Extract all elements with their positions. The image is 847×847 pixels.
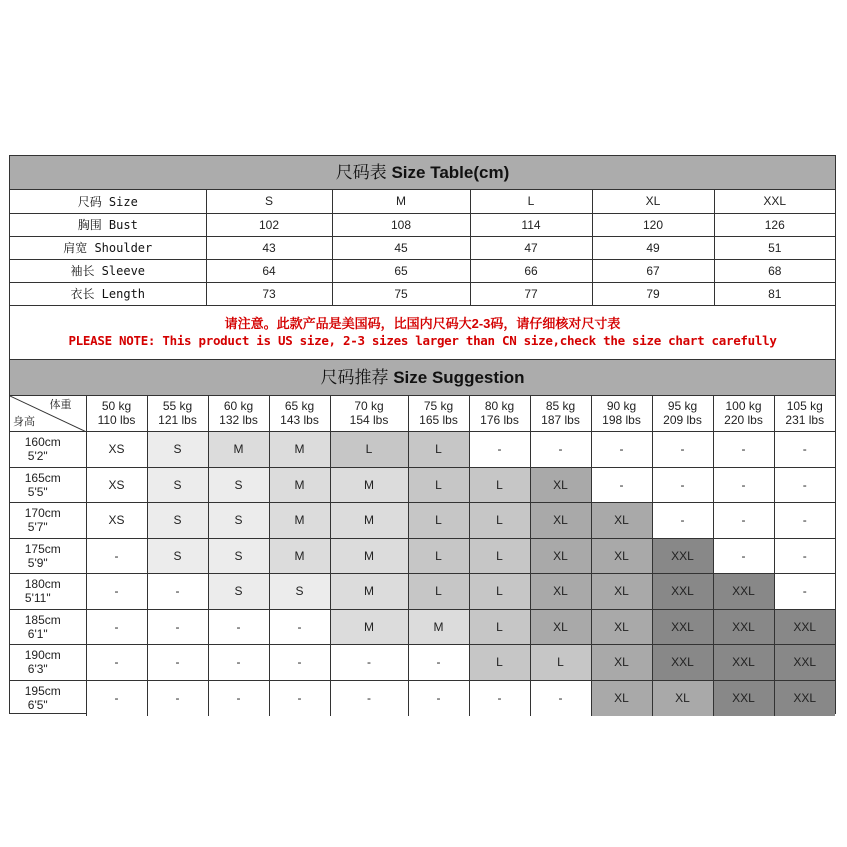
height-cm: 190cm	[24, 648, 61, 663]
suggestion-cell: S	[147, 503, 208, 539]
weight-kg: 90 kg	[606, 399, 637, 414]
weight-kg: 95 kg	[667, 399, 698, 414]
note-cn: 请注意。此款产品是美国码，比国内尺码大2-3码，请仔细核对尺寸表	[224, 315, 621, 331]
weight-header-cell	[774, 396, 835, 432]
size-table-row	[10, 213, 835, 236]
suggestion-cell: XXL	[652, 645, 713, 681]
suggestion-cell: XS	[86, 432, 147, 468]
weight-kg: 85 kg	[545, 399, 576, 414]
weight-lbs: 110 lbs	[97, 413, 136, 428]
suggestion-cell: XL	[591, 538, 652, 574]
height-cm: 175cm	[24, 541, 61, 556]
suggestion-cell: L	[469, 467, 530, 503]
suggestion-cell: XL	[591, 503, 652, 539]
suggestion-cell: M	[269, 538, 330, 574]
suggestion-cell: -	[269, 609, 330, 645]
suggestion-cell: S	[147, 467, 208, 503]
size-table-cell: 67	[592, 259, 714, 282]
weight-lbs: 209 lbs	[663, 413, 702, 428]
height-cm: 195cm	[24, 684, 61, 698]
size-table-cell: XXL	[714, 190, 835, 213]
suggestion-cell: XL	[530, 574, 591, 610]
suggestion-cell: M	[208, 432, 269, 468]
height-row	[10, 645, 835, 681]
height-cm: 165cm	[24, 470, 61, 485]
suggestion-cell: -	[774, 467, 835, 503]
height-row	[10, 538, 835, 574]
height-ft: 5'7"	[27, 520, 48, 535]
suggestion-cell: L	[408, 538, 469, 574]
size-suggestion-title-en: Size Suggestion	[393, 367, 525, 387]
size-table-cell: 64	[206, 259, 332, 282]
height-cm: 160cm	[24, 435, 61, 450]
weight-lbs: 121 lbs	[158, 413, 197, 428]
weight-lbs: 231 lbs	[785, 413, 825, 428]
size-table-cell: 65	[332, 259, 470, 282]
size-table-cell: XL	[592, 190, 714, 213]
size-table-row-label: 袖长 Sleeve	[10, 259, 206, 282]
suggestion-cell: -	[330, 680, 408, 716]
note-en: PLEASE NOTE: This product is US size, 2-3 sizes larger than CN size,check the size chart carefully	[68, 332, 777, 348]
suggestion-cell: XS	[86, 503, 147, 539]
size-suggestion-table	[10, 396, 835, 716]
weight-header-cell	[147, 396, 208, 432]
size-table-cell: 68	[714, 259, 835, 282]
size-table-row	[10, 282, 835, 305]
suggestion-cell: S	[208, 538, 269, 574]
suggestion-cell: L	[469, 538, 530, 574]
suggestion-cell: -	[469, 680, 530, 716]
weight-kg: 75 kg	[423, 399, 454, 414]
weight-lbs: 187 lbs	[541, 413, 580, 428]
suggestion-cell: M	[330, 503, 408, 539]
height-row	[10, 503, 835, 539]
height-ft: 5'9"	[27, 555, 48, 570]
suggestion-cell: -	[774, 503, 835, 539]
corner-cell	[10, 396, 86, 432]
weight-kg: 70 kg	[354, 399, 384, 414]
height-header-cell	[10, 574, 86, 610]
suggestion-cell: -	[147, 574, 208, 610]
suggestion-cell: -	[86, 645, 147, 681]
size-table-title	[10, 156, 835, 190]
suggestion-cell: -	[652, 432, 713, 468]
suggestion-cell: XXL	[652, 574, 713, 610]
suggestion-cell: L	[408, 432, 469, 468]
weight-lbs: 176 lbs	[480, 413, 519, 428]
height-header-cell	[10, 538, 86, 574]
suggestion-cell: -	[713, 432, 774, 468]
suggestion-cell: M	[269, 467, 330, 503]
suggestion-cell: XL	[530, 503, 591, 539]
size-table-cell: 79	[592, 282, 714, 305]
weight-kg: 60 kg	[223, 399, 254, 414]
suggestion-cell: M	[330, 574, 408, 610]
suggestion-cell: L	[469, 645, 530, 681]
suggestion-cell: -	[713, 538, 774, 574]
size-notes	[10, 306, 835, 360]
height-header-cell	[10, 503, 86, 539]
suggestion-cell: XL	[591, 680, 652, 716]
suggestion-cell: L	[469, 609, 530, 645]
size-table-cell: 75	[332, 282, 470, 305]
suggestion-cell: -	[269, 645, 330, 681]
suggestion-cell: -	[774, 574, 835, 610]
suggestion-cell: -	[330, 645, 408, 681]
height-row	[10, 467, 835, 503]
suggestion-cell: XXL	[713, 609, 774, 645]
size-table-cell: 51	[714, 236, 835, 259]
suggestion-cell: -	[86, 680, 147, 716]
weight-kg: 55 kg	[162, 399, 193, 414]
suggestion-cell: XXL	[713, 645, 774, 681]
suggestion-cell: -	[269, 680, 330, 716]
suggestion-cell: S	[208, 574, 269, 610]
height-header-cell	[10, 680, 86, 716]
height-ft: 6'3"	[27, 662, 48, 677]
size-table-cell: 108	[332, 213, 470, 236]
weight-header-cell	[652, 396, 713, 432]
weight-kg: 80 kg	[484, 399, 515, 414]
size-suggestion-title-cn: 尺码推荐	[320, 367, 389, 387]
weight-kg: 50 kg	[101, 399, 132, 414]
weight-kg: 100 kg	[725, 399, 762, 414]
size-table-cell: 81	[714, 282, 835, 305]
height-ft: 6'1"	[27, 626, 48, 641]
size-table-title-cn: 尺码表	[335, 163, 387, 182]
weight-header-cell	[530, 396, 591, 432]
corner-height-label: 身高	[13, 416, 35, 428]
size-chart	[9, 155, 836, 714]
size-table-row	[10, 190, 835, 213]
weight-lbs: 143 lbs	[280, 413, 319, 428]
suggestion-cell: M	[408, 609, 469, 645]
suggestion-cell: S	[208, 467, 269, 503]
suggestion-cell: L	[469, 574, 530, 610]
height-ft: 5'11"	[24, 591, 51, 606]
weight-header-row	[10, 396, 835, 432]
size-suggestion-title	[10, 360, 835, 396]
height-header-cell	[10, 609, 86, 645]
height-row	[10, 432, 835, 468]
suggestion-cell: M	[330, 467, 408, 503]
suggestion-cell: M	[269, 432, 330, 468]
size-table-cell: 114	[470, 213, 592, 236]
size-table-cell: 47	[470, 236, 592, 259]
weight-header-cell	[408, 396, 469, 432]
suggestion-cell: -	[147, 645, 208, 681]
weight-kg: 105 kg	[786, 399, 823, 414]
size-table-cell: 77	[470, 282, 592, 305]
height-ft: 6'5"	[27, 698, 48, 712]
height-header-cell	[10, 432, 86, 468]
height-cm: 180cm	[24, 577, 61, 592]
weight-lbs: 165 lbs	[419, 413, 458, 428]
suggestion-cell: L	[408, 574, 469, 610]
suggestion-cell: -	[86, 574, 147, 610]
weight-lbs: 154 lbs	[349, 413, 389, 428]
size-table-cell: S	[206, 190, 332, 213]
suggestion-cell: S	[147, 538, 208, 574]
height-header-cell	[10, 467, 86, 503]
height-header-cell	[10, 645, 86, 681]
suggestion-cell: -	[208, 680, 269, 716]
weight-header-cell	[269, 396, 330, 432]
size-table-cell: 102	[206, 213, 332, 236]
weight-header-cell	[469, 396, 530, 432]
suggestion-cell: XXL	[774, 609, 835, 645]
weight-header-cell	[86, 396, 147, 432]
suggestion-cell: L	[330, 432, 408, 468]
size-table	[10, 190, 835, 306]
suggestion-cell: -	[713, 467, 774, 503]
corner-weight-label: 体重	[49, 398, 72, 411]
suggestion-cell: XXL	[774, 680, 835, 716]
suggestion-cell: XL	[530, 538, 591, 574]
suggestion-cell: -	[208, 609, 269, 645]
suggestion-cell: -	[652, 503, 713, 539]
size-table-cell: 120	[592, 213, 714, 236]
height-row	[10, 609, 835, 645]
suggestion-cell: -	[408, 645, 469, 681]
size-table-row	[10, 259, 835, 282]
suggestion-cell: XL	[530, 467, 591, 503]
weight-kg: 65 kg	[284, 399, 315, 414]
suggestion-cell: L	[408, 503, 469, 539]
suggestion-cell: XXL	[713, 574, 774, 610]
height-ft: 5'5"	[27, 484, 48, 499]
size-table-row-label: 胸围 Bust	[10, 213, 206, 236]
suggestion-cell: XL	[591, 645, 652, 681]
size-table-cell: M	[332, 190, 470, 213]
suggestion-cell: -	[591, 467, 652, 503]
suggestion-cell: XXL	[652, 538, 713, 574]
size-table-cell: L	[470, 190, 592, 213]
weight-lbs: 198 lbs	[602, 413, 641, 428]
suggestion-cell: -	[591, 432, 652, 468]
suggestion-cell: XXL	[774, 645, 835, 681]
suggestion-cell: L	[408, 467, 469, 503]
size-table-row-label: 肩宽 Shoulder	[10, 236, 206, 259]
size-table-title-en: Size Table(cm)	[391, 163, 510, 182]
suggestion-cell: S	[269, 574, 330, 610]
suggestion-cell: M	[330, 609, 408, 645]
weight-header-cell	[591, 396, 652, 432]
size-table-cell: 126	[714, 213, 835, 236]
weight-header-cell	[713, 396, 774, 432]
weight-lbs: 132 lbs	[219, 413, 258, 428]
suggestion-cell: -	[147, 609, 208, 645]
suggestion-cell: XL	[530, 609, 591, 645]
height-cm: 185cm	[24, 612, 61, 627]
weight-lbs: 220 lbs	[724, 413, 763, 428]
suggestion-cell: -	[86, 609, 147, 645]
size-table-row	[10, 236, 835, 259]
size-table-row-label: 尺码 Size	[10, 190, 206, 213]
suggestion-cell: XL	[591, 609, 652, 645]
size-table-cell: 73	[206, 282, 332, 305]
weight-header-cell	[208, 396, 269, 432]
suggestion-cell: -	[530, 680, 591, 716]
suggestion-cell: S	[208, 503, 269, 539]
suggestion-cell: M	[269, 503, 330, 539]
suggestion-cell: -	[713, 503, 774, 539]
suggestion-cell: L	[530, 645, 591, 681]
suggestion-cell: XXL	[713, 680, 774, 716]
suggestion-cell: -	[774, 538, 835, 574]
weight-header-cell	[330, 396, 408, 432]
height-cm: 170cm	[24, 506, 61, 521]
suggestion-cell: -	[208, 645, 269, 681]
suggestion-cell: -	[86, 538, 147, 574]
suggestion-cell: -	[408, 680, 469, 716]
suggestion-cell: XS	[86, 467, 147, 503]
suggestion-cell: M	[330, 538, 408, 574]
size-table-cell: 49	[592, 236, 714, 259]
height-row	[10, 574, 835, 610]
suggestion-cell: -	[774, 432, 835, 468]
height-ft: 5'2"	[27, 449, 48, 464]
suggestion-cell: XL	[652, 680, 713, 716]
suggestion-cell: XL	[591, 574, 652, 610]
suggestion-cell: -	[469, 432, 530, 468]
size-table-row-label: 衣长 Length	[10, 282, 206, 305]
suggestion-cell: -	[530, 432, 591, 468]
suggestion-cell: -	[652, 467, 713, 503]
size-table-cell: 43	[206, 236, 332, 259]
height-row	[10, 680, 835, 716]
size-table-cell: 45	[332, 236, 470, 259]
suggestion-cell: -	[147, 680, 208, 716]
suggestion-cell: XXL	[652, 609, 713, 645]
suggestion-cell: S	[147, 432, 208, 468]
size-table-cell: 66	[470, 259, 592, 282]
suggestion-cell: L	[469, 503, 530, 539]
